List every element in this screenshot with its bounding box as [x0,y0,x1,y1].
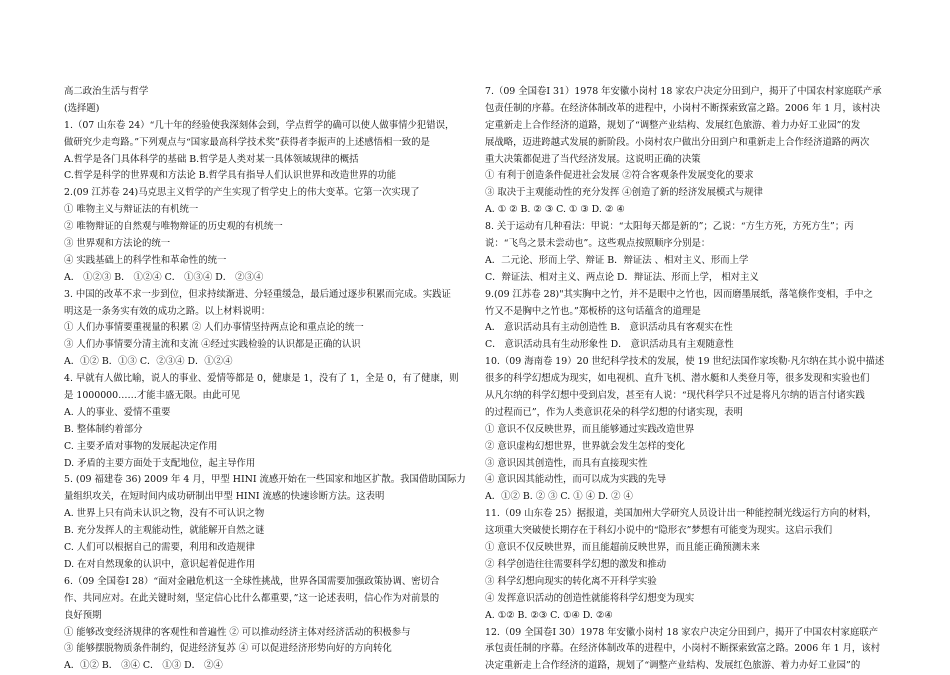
right-column-line: 展战略，迈进跨越式发展的新阶段。小岗村农户做出分田到户和重新走上合作经济道路的两次 [485,136,870,148]
left-column-line: 6.（09 全国卷Ⅰ 28）“面对金融危机这一全球性挑战，世界各国需要加强政策协调、密切合 [64,575,440,587]
right-column-line: 11.（09 山东卷 25）据报道，美国加州大学研究人员设计出一种能控制光线运行方向的材料， [485,508,877,520]
left-column-line: 5. (09 福建卷 36) 2009 年 4 月，甲型 HINI 流感开始在一些国家和地区扩散。我国借助国际力 [64,474,466,486]
right-column-line: A．①② B. ② ③ C. ① ④ D. ② ④ [485,491,633,503]
right-column-line: 承包责任制的序幕。在经济体制改革的进程中，小岗村不断探索致富之路。2006 年 1 月，该村 [485,643,881,655]
right-column-line: 包责任制的序幕。在经济体制改革的进程中，小岗村不断探索致富之路。2006 年 1 月，该村决 [485,102,881,114]
right-column-line: ④ 意识因其能动性，而可以成为实践的先导 [485,474,667,486]
left-column-line: ③ 能够摆脱物质条件制约，促进经济复苏 ④ 可以促进经济形势向好的方向转化 [64,643,392,655]
left-column-line: A. 世界上只有尚未认识之物，没有不可认识之物 [64,508,265,520]
right-column-line: 说：“飞鸟之景未尝动也”。这些观点按照顺序分别是： [485,238,711,250]
right-column-line: ② 科学创造往往需要科学幻想的激发和推动 [485,558,667,570]
left-column-line: A.哲学是各门具体科学的基础 B.哲学是人类对某一具体领域规律的概括 [64,153,359,165]
right-column-line: 很多的科学幻想成为现实，如电视机、直升飞机、潜水艇和人类登月等，很多发现和实验也们 [485,373,870,385]
right-column-line: ③ 意识因其创造性，而具有直接现实性 [485,457,648,469]
left-column-line: ② 唯物辩证的自然观与唯物辩证的历史观的有机统一 [64,221,283,233]
left-column-line: D. 在对自然现象的认识中，意识起着促进作用 [64,558,256,570]
left-column-line: (选择题) [64,102,100,114]
left-column-line: C.哲学是科学的世界观和方法论 B.哲学具有指导人们认识世界和改造世界的功能 [64,170,397,182]
left-column-line: ④ 实践基础上的科学性和革命性的统一 [64,254,227,266]
left-column-line: 量组织攻关，在短时间内成功研制出甲型 HINI 流感的快速诊断方法。这表明 [64,491,385,503]
right-column [485,84,905,675]
left-column-line: 明这是一条务实有效的成功之路。以上材料说明： [64,305,271,317]
left-column-line: A．①② B． ③④ C． ①③ D． ②④ [64,660,223,672]
left-column-line: 3. 中国的改革不求一步到位，但求持续渐进、分轻重缓急，最后通过逐步积累而完成。实践证 [64,288,451,300]
left-column-line: C. 主要矛盾对事物的发展起决定作用 [64,440,218,452]
right-column-line: 这项重大突破使长期存在于科幻小说中的“隐形衣”梦想有可能变为现实。这启示我们 [485,525,833,537]
right-column-line: ③ 科学幻想向现实的转化离不开科学实验 [485,575,657,587]
right-column-line: C．辩证法、相对主义、两点论 D．辩证法、形而上学， 相对主义 [485,271,759,283]
left-column-line: 良好预期 [64,609,102,621]
right-column-line: A．二元论、形而上学、辩证 B．辩证法 、相对主义、形而上学 [485,254,749,266]
left-column-line: A. 人的事业、爱情不重要 [64,406,171,418]
right-column-line: 定重新走上合作经济的道路，规划了“调整产业结构、发展红色旅游、着力办好工业园”的发 [485,119,861,131]
right-column-line: 7.（09 全国卷Ⅰ 31）1978 年安徽小岗村 18 家农户决定分田到户，揭开了中国农村家庭联产承 [485,86,882,97]
left-column-line: ① 唯物主义与辩证法的有机统一 [64,204,199,216]
left-column-line: C. 人们可以根据自己的需要，利用和改造规律 [64,542,255,554]
left-column-line: B. 充分发挥人的主观能动性，就能解开自然之谜 [64,525,265,537]
left-column-line: 做研究少走弯路。”下列观点与“国家最高科学技术奖”获得者李振声的上述感悟相一致的是 [64,136,430,148]
right-column-line: ① 有利于创造条件促进社会发展 ②符合客观条件发展变化的要求 [485,170,754,182]
right-column-line: 10.（09 海南卷 19）20 世纪科学技术的发展，使 19 世纪法国作家埃勒·凡尔纳在其小说中描述 [485,356,885,368]
left-column-line: 1.（07 山东卷 24）“几十年的经验使我深刻体会到，学点哲学的确可以使人做事情少犯错误， [64,119,455,131]
right-column-line: ③ 取决于主观能动性的充分发挥 ④创造了新的经济发展模式与规律 [485,187,763,199]
right-column-line: 8. 关于运动有几种看法：甲说：“太阳每天都是新的”；乙说：“方生方死，方死方生”；丙 [485,221,854,233]
left-column-line: A． ①②③ B． ①②④ C． ①③④ D． ②③④ [64,271,264,283]
left-column-line: D. 矛盾的主要方面处于支配地位，起主导作用 [64,457,256,469]
left-column-line: A．①② B．①③ C．②③④ D．①②④ [64,356,233,368]
left-column-line: ③ 世界观和方法论的统一 [64,238,171,250]
right-column-line: 12.（09 全国卷Ⅰ 30）1978 年安徽小岗村 18 家农户决定分田到户，揭开了中国农村家庭联产 [485,626,879,638]
left-column-line: 高二政治生活与哲学 [64,86,149,97]
right-column-line: 决定重新走上合作经济的道路，规划了“调整产业结构、发展红色旅游、着力办好工业园”的 [485,660,861,672]
left-column-line: 2.(09 江苏卷 24)马克思主义哲学的产生实现了哲学史上的伟大变革。它第一次实现了 [64,187,420,199]
right-column-line: A. ①② B. ②③ C. ①④ D. ②④ [485,609,613,621]
left-column-line: 是 1000000……才能丰盛无限。由此可见 [64,390,240,402]
right-column-line: C． 意识活动具有生动形象性 D． 意识活动具有主观随意性 [485,339,734,351]
left-column-line: ① 人们办事情要重视量的积累 ② 人们办事情坚持两点论和重点论的统一 [64,322,364,334]
right-column-line: 9.(09 江苏卷 28)"其实胸中之竹，并不是眼中之竹也，因而磨墨展纸，落笔倏作变相，手中之 [485,288,873,300]
left-column-line: 4. 早就有人做比喻，说人的事业、爱情等都是 0，健康是 1，没有了 1，全是 0，有了健康，则 [64,373,459,385]
right-column-line: 从凡尔纳的科学幻想中受到启发，甚至有人说：“现代科学只不过是将凡尔纳的语言付诸实践 [485,390,865,402]
left-column-line: ① 能够改变经济规律的客观性和普遍性 ② 可以推动经济主体对经济活动的积极参与 [64,626,411,638]
right-column-line: ① 意识不仅反映世界，而且能够通过实践改造世界 [485,423,695,435]
left-column-line: 作、共同应对。在此关键时刻，坚定信心比什么都重要，”这一论述表明，信心作为对前景的 [64,592,440,604]
left-column [64,84,474,675]
left-column-line: ③ 人们办事情要分清主流和支流 ④经过实践检验的认识都是正确的认识 [64,339,361,351]
right-column-line: ② 意识虚构幻想世界，世界就会发生怎样的变化 [485,440,685,452]
right-column-line: A. ① ② B. ② ③ C. ① ③ D. ② ④ [485,204,625,216]
right-column-line: 竹又不是胸中之竹也。”郑板桥的这句话蕴含的道理是 [485,305,701,317]
right-column-line: A． 意识活动具有主动创造性 B． 意识活动具有客观实在性 [485,322,733,334]
right-column-line: 的过程而已”，作为人类意识花朵的科学幻想的付诸实现，表明 [485,406,743,418]
right-column-line: 重大决策都促进了当代经济发展。这说明正确的决策 [485,153,701,165]
right-column-line: ① 意识不仅反映世界，而且能超前反映世界，而且能正确预测未来 [485,542,760,554]
left-column-line: B. 整体制约着部分 [64,423,143,435]
right-column-line: ④ 发挥意识活动的创造性就能将科学幻想变为现实 [485,592,695,604]
